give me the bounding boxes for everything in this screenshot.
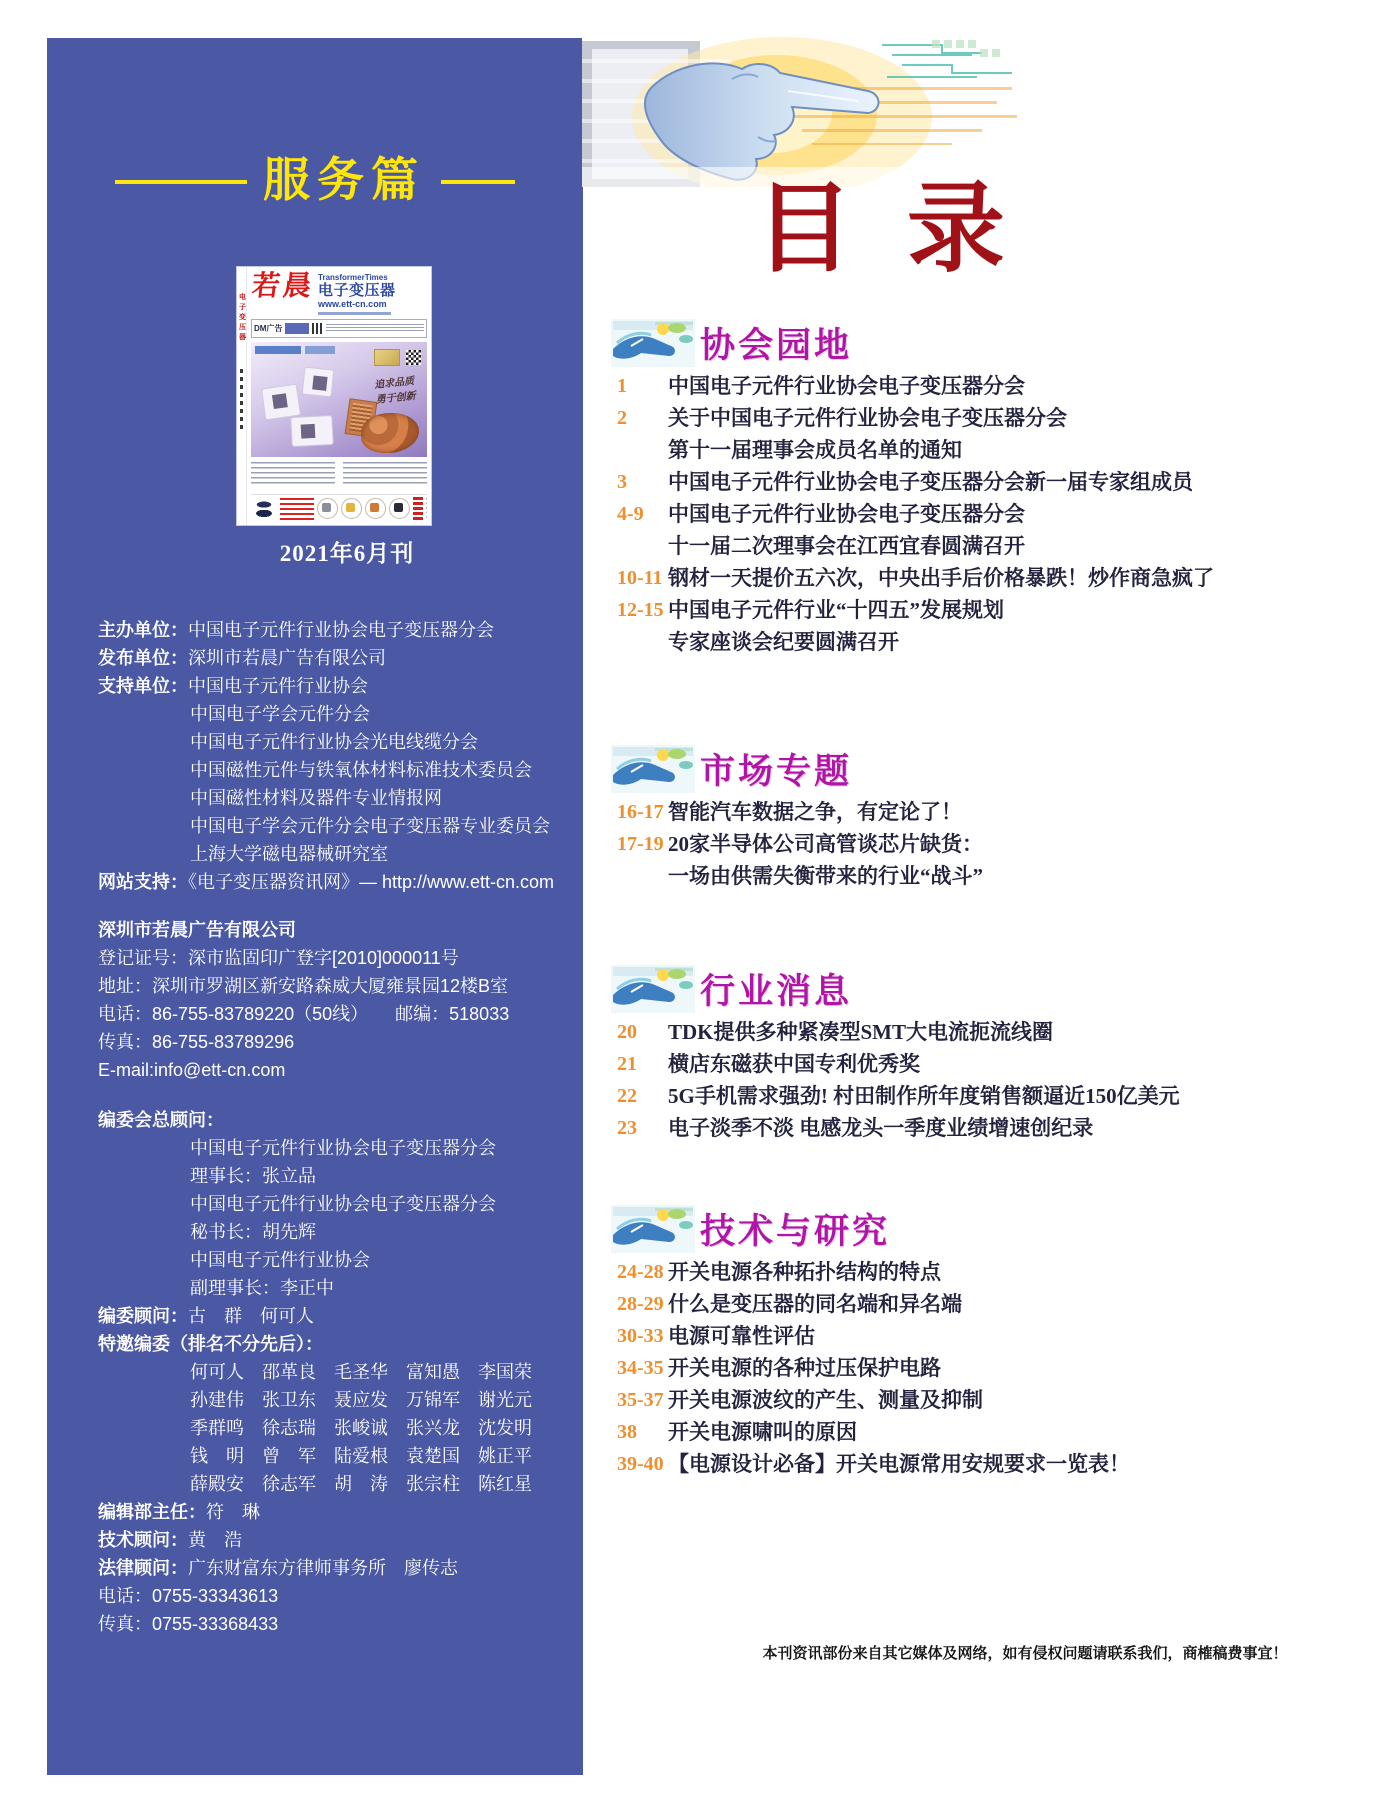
toc-entry-title: 【电源设计必备】开关电源常用安规要求一览表！ bbox=[668, 1452, 1130, 1476]
toc-entry-pages: 12-15 bbox=[617, 599, 664, 621]
toc-entry-title: 开关电源波纹的产生、测量及抑制 bbox=[668, 1388, 983, 1412]
section-entries bbox=[582, 370, 1380, 658]
section-header bbox=[610, 318, 1380, 368]
toc-entry-pages bbox=[617, 626, 668, 658]
toc-entry-title: 5G手机需求强劲! 村田制作所年度销售额逼近150亿美元 bbox=[668, 1084, 1180, 1108]
banner-line-right bbox=[441, 180, 515, 184]
toc-entry-pages: 21 bbox=[617, 1053, 637, 1075]
section-header bbox=[610, 964, 1380, 1014]
sidebar-line bbox=[98, 700, 578, 728]
toc-entry-pages: 23 bbox=[617, 1117, 637, 1139]
toc-entry-row bbox=[582, 1048, 1380, 1080]
sidebar-text: 黄 浩 bbox=[188, 1530, 242, 1550]
toc-entry-title: 开关电源各种拓扑结构的特点 bbox=[668, 1260, 941, 1284]
toc-entry-row bbox=[582, 1384, 1380, 1416]
toc-entry-row bbox=[582, 594, 1380, 626]
sidebar-text: E-mail:info@ett-cn.com bbox=[98, 1060, 286, 1080]
sidebar-text: 登记证号：深市监固印广登字[2010]000011号 bbox=[98, 948, 459, 968]
toc-entry-title: 第十一届理事会成员名单的通知 bbox=[668, 438, 962, 462]
toc-entry-title: 中国电子元件行业“十四五”发展规划 bbox=[668, 598, 1004, 622]
sidebar-text: 副理事长：李正中 bbox=[190, 1278, 334, 1298]
cover-product-circle-4 bbox=[389, 498, 410, 519]
toc-entry-row bbox=[582, 1256, 1380, 1288]
cover-slogan-line2: 勇于创新 bbox=[375, 390, 417, 406]
sidebar-line bbox=[98, 1554, 578, 1582]
sidebar-text: 中国磁性元件与铁氧体材料标准技术委员会 bbox=[190, 760, 532, 780]
section-entries bbox=[582, 1256, 1380, 1480]
toc-entry-pages: 4-9 bbox=[617, 503, 644, 525]
sidebar-line bbox=[98, 944, 578, 972]
toc-entry-title: 中国电子元件行业协会电子变压器分会 bbox=[668, 374, 1025, 398]
sidebar-text: 《电子变压器资讯网》— http://www.ett-cn.com bbox=[188, 872, 555, 892]
cover-product-image bbox=[251, 342, 427, 457]
section-header-icon bbox=[610, 319, 696, 367]
cover-brand-cn: 若晨 bbox=[250, 271, 316, 302]
section-header bbox=[610, 744, 1380, 794]
toc-entry-row bbox=[582, 530, 1380, 562]
toc-entry-title: 十一届二次理事会在江西宜春圆满召开 bbox=[668, 534, 1025, 558]
toc-entry-row bbox=[582, 1416, 1380, 1448]
cover-copper-coils bbox=[361, 413, 419, 453]
toc-entry-title: 钢材一天提价五六次，中央出手后价格暴跌！炒作商急疯了 bbox=[668, 566, 1214, 590]
sidebar-line bbox=[98, 840, 578, 868]
cover-footer-strip bbox=[251, 494, 427, 521]
cover-tagline-bar bbox=[318, 312, 391, 315]
toc-entry-pages: 3 bbox=[617, 471, 627, 493]
toc-entry-row bbox=[582, 498, 1380, 530]
sidebar-text: 电话：86-755-83789220（50线） 邮编：518033 bbox=[98, 1004, 510, 1024]
sidebar-line bbox=[98, 728, 578, 756]
sidebar-line bbox=[98, 1000, 578, 1028]
sidebar-text: 孙建伟 张卫东 聂应发 万锦军 谢光元 bbox=[190, 1390, 532, 1410]
cover-info-col-2 bbox=[343, 460, 427, 492]
toc-entry-pages: 28-29 bbox=[617, 1293, 664, 1315]
sidebar-text: 电话：0755-33343613 bbox=[98, 1586, 279, 1606]
sidebar-text: 中国电子元件行业协会光电线缆分会 bbox=[190, 732, 478, 752]
cover-slogan-line1: 追求品质 bbox=[373, 375, 415, 391]
toc-entry-pages: 38 bbox=[617, 1421, 637, 1443]
sidebar-text: 中国电子学会元件分会电子变压器专业委员会 bbox=[190, 816, 550, 836]
sidebar-text: 中国电子元件行业协会电子变压器分会 bbox=[188, 620, 494, 640]
toc-section-1 bbox=[582, 318, 1380, 658]
sidebar-text: 中国电子元件行业协会电子变压器分会 bbox=[190, 1194, 496, 1214]
toc-entry-title: 20家半导体公司高管谈芯片缺货： bbox=[668, 832, 983, 856]
section-entries bbox=[582, 796, 1380, 892]
toc-entry-row bbox=[582, 562, 1380, 594]
toc-entry-row bbox=[582, 1080, 1380, 1112]
cover-product-circle-2 bbox=[341, 498, 362, 519]
toc-entry-title: 开关电源的各种过压保护电路 bbox=[668, 1356, 941, 1380]
toc-entry-pages: 39-40 bbox=[617, 1453, 664, 1475]
cover-ad-qr-icon bbox=[312, 323, 323, 334]
toc-entry-pages: 20 bbox=[617, 1021, 637, 1043]
sidebar-line bbox=[98, 868, 578, 896]
sidebar-label: 特邀编委（排名不分先后）： bbox=[98, 1334, 323, 1354]
section-header-icon bbox=[610, 1205, 696, 1253]
sidebar-line bbox=[98, 756, 578, 784]
sidebar-label: 支持单位： bbox=[98, 676, 188, 696]
service-section-panel bbox=[47, 38, 583, 1775]
sidebar-line bbox=[98, 1218, 578, 1246]
cover-main bbox=[247, 267, 431, 525]
toc-entry-pages: 35-37 bbox=[617, 1389, 664, 1411]
sidebar-text: 深圳市若晨广告有限公司 bbox=[188, 648, 386, 668]
toc-entry-row bbox=[582, 1016, 1380, 1048]
sidebar-line bbox=[98, 1274, 578, 1302]
sidebar-text: 中国磁性材料及器件专业情报网 bbox=[190, 788, 442, 808]
toc-entry-pages: 1 bbox=[617, 375, 627, 397]
cover-brand-column bbox=[318, 273, 396, 315]
sidebar-label: 网站支持： bbox=[98, 872, 188, 892]
sidebar-label: 技术顾问： bbox=[98, 1530, 188, 1550]
toc-section-2 bbox=[582, 744, 1380, 892]
toc-section-3 bbox=[582, 964, 1380, 1144]
sidebar-label: 编委会总顾问： bbox=[98, 1110, 224, 1130]
sidebar-line bbox=[98, 972, 578, 1000]
section-header bbox=[610, 1204, 1380, 1254]
sidebar-text: 地址：深圳市罗湖区新安路森威大厦雍景园12楼B室 bbox=[98, 976, 509, 996]
toc-entry-title: 智能汽车数据之争，有定论了！ bbox=[668, 800, 962, 824]
section-header-icon bbox=[610, 745, 696, 793]
toc-entry-row bbox=[582, 370, 1380, 402]
company-info-block bbox=[98, 916, 578, 1084]
cover-logo-block bbox=[255, 346, 301, 354]
cover-spine bbox=[237, 267, 247, 525]
sidebar-text: 何可人 邵革良 毛圣华 富知愚 李国荣 bbox=[190, 1362, 532, 1382]
toc-entry-row bbox=[582, 626, 1380, 658]
section-title: 行业消息 bbox=[700, 972, 853, 1011]
sidebar-line bbox=[98, 1162, 578, 1190]
cover-info-col-1 bbox=[251, 460, 335, 492]
toc-entry-title: 横店东磁获中国专利优秀奖 bbox=[668, 1052, 920, 1076]
toc-entry-row bbox=[582, 1320, 1380, 1352]
sidebar-text: 钱 明 曾 军 陆爱根 袁楚国 姚正平 bbox=[190, 1446, 532, 1466]
toc-entry-pages: 30-33 bbox=[617, 1325, 664, 1347]
cover-brand-en: TransformerTimes bbox=[318, 273, 388, 282]
cover-logo-block-2 bbox=[305, 346, 335, 354]
sidebar-line bbox=[98, 1414, 578, 1442]
cover-bobbin-3 bbox=[290, 415, 334, 447]
sidebar-line bbox=[98, 1442, 578, 1470]
service-banner bbox=[47, 155, 583, 207]
toc-entry-title: 中国电子元件行业协会电子变压器分会 bbox=[668, 502, 1025, 526]
toc-entry-pages: 17-19 bbox=[617, 833, 664, 855]
toc-sections bbox=[582, 318, 1380, 1480]
sidebar-line bbox=[98, 1134, 578, 1162]
toc-entry-pages: 24-28 bbox=[617, 1261, 664, 1283]
sidebar-line bbox=[98, 1610, 578, 1638]
section-title: 协会园地 bbox=[700, 326, 853, 365]
toc-entry-title: TDK提供多种紧凑型SMT大电流扼流线圈 bbox=[668, 1020, 1054, 1044]
toc-page-title: 目录 bbox=[755, 176, 1059, 284]
toc-entry-row bbox=[582, 828, 1380, 860]
cover-product-circle-3 bbox=[365, 498, 386, 519]
toc-entry-row bbox=[582, 1448, 1380, 1480]
cover-red-column bbox=[413, 497, 423, 521]
sidebar-line bbox=[98, 1330, 578, 1358]
section-header-icon bbox=[610, 965, 696, 1013]
cover-gold-card bbox=[375, 350, 399, 365]
toc-entry-title: 开关电源啸叫的原因 bbox=[668, 1420, 857, 1444]
cover-core-photo bbox=[251, 498, 277, 520]
sidebar-line bbox=[98, 672, 578, 700]
sidebar-line bbox=[98, 1056, 578, 1084]
sidebar-text: 广东财富东方律师事务所 廖传志 bbox=[188, 1558, 458, 1578]
toc-entry-pages bbox=[617, 530, 668, 562]
sidebar-text: 中国电子学会元件分会 bbox=[190, 704, 370, 724]
toc-entry-row bbox=[582, 434, 1380, 466]
toc-entry-row bbox=[582, 1352, 1380, 1384]
sidebar-text: 古 群 何可人 bbox=[188, 1306, 314, 1326]
sidebar-line bbox=[98, 1582, 578, 1610]
cover-info-columns bbox=[251, 460, 427, 492]
banner-line-left bbox=[115, 180, 247, 184]
toc-entry-title: 电源可靠性评估 bbox=[668, 1324, 815, 1348]
sidebar-label: 法律顾问： bbox=[98, 1558, 188, 1578]
sidebar-text: 理事长：张立品 bbox=[190, 1166, 316, 1186]
cover-bobbin-2 bbox=[302, 366, 335, 397]
footer-note: 本刊资讯部份来自其它媒体及网络，如有侵权问题请联系我们，商榷稿费事宜！ bbox=[762, 1646, 1288, 1662]
sidebar-line bbox=[98, 1470, 578, 1498]
toc-entry-row bbox=[582, 402, 1380, 434]
cover-gray-text-lines bbox=[426, 498, 427, 520]
issue-caption: 2021年6月刊 bbox=[279, 541, 415, 566]
cover-product-circle-1 bbox=[317, 498, 338, 519]
cover-slogan bbox=[374, 374, 417, 408]
sidebar-label: 发布单位： bbox=[98, 648, 188, 668]
sidebar-line bbox=[98, 1190, 578, 1218]
cover-title-cn: 电子变压器 bbox=[318, 282, 396, 300]
toc-entry-row bbox=[582, 1288, 1380, 1320]
toc-entry-pages: 16-17 bbox=[617, 801, 664, 823]
toc-entry-title: 专家座谈会纪要圆满召开 bbox=[668, 630, 899, 654]
toc-entry-pages: 10-11 bbox=[617, 567, 663, 589]
cover-ad-text-bars bbox=[326, 324, 424, 333]
sidebar-text: 薛殿安 徐志军 胡 涛 张宗柱 陈红星 bbox=[190, 1474, 532, 1494]
sidebar-line bbox=[98, 616, 578, 644]
toc-entry-title: 关于中国电子元件行业协会电子变压器分会 bbox=[668, 406, 1067, 430]
section-title: 技术与研究 bbox=[700, 1212, 891, 1251]
toc-entry-title: 什么是变压器的同名端和异名端 bbox=[668, 1292, 962, 1316]
cover-ad-bar bbox=[251, 319, 427, 338]
toc-entry-pages bbox=[617, 434, 668, 466]
toc-entry-pages: 34-35 bbox=[617, 1357, 664, 1379]
toc-entry-title: 电子淡季不淡 电感龙头一季度业绩增速创纪录 bbox=[668, 1116, 1094, 1140]
cover-red-text-lines bbox=[280, 498, 314, 520]
toc-entry-row bbox=[582, 796, 1380, 828]
cover-ad-label: DM广告 bbox=[254, 323, 283, 333]
header-banner-image bbox=[582, 35, 1076, 187]
committee-info-block bbox=[98, 1106, 578, 1638]
cover-spine-text: 电子变压器 bbox=[238, 293, 246, 343]
section-title: 市场专题 bbox=[700, 752, 853, 791]
sidebar-line bbox=[98, 1302, 578, 1330]
cover-qr-icon bbox=[406, 350, 421, 365]
publisher-info-block bbox=[98, 616, 578, 896]
sidebar-line bbox=[98, 1526, 578, 1554]
section-entries bbox=[582, 1016, 1380, 1144]
toc-entry-pages bbox=[617, 860, 668, 892]
sidebar-line bbox=[98, 1246, 578, 1274]
toc-entry-row bbox=[582, 860, 1380, 892]
sidebar-text: 上海大学磁电器械研究室 bbox=[190, 844, 388, 864]
magazine-cover bbox=[237, 267, 431, 525]
toc-entry-pages: 22 bbox=[617, 1085, 637, 1107]
service-banner-title: 服务篇 bbox=[263, 155, 425, 207]
sidebar-text: 符 琳 bbox=[206, 1502, 260, 1522]
sidebar-text: 传真：86-755-83789296 bbox=[98, 1032, 295, 1052]
sidebar-label: 编委顾问： bbox=[98, 1306, 188, 1326]
sidebar-line bbox=[98, 1358, 578, 1386]
sidebar-text: 中国电子元件行业协会电子变压器分会 bbox=[190, 1138, 496, 1158]
cover-spine-bars bbox=[240, 369, 243, 429]
sidebar-text: 季群鸣 徐志瑞 张峻诚 张兴龙 沈发明 bbox=[190, 1418, 532, 1438]
toc-entry-title: 中国电子元件行业协会电子变压器分会新一届专家组成员 bbox=[668, 470, 1193, 494]
sidebar-line bbox=[98, 1386, 578, 1414]
cover-ad-chip bbox=[285, 323, 309, 334]
sidebar-text: 秘书长：胡先辉 bbox=[190, 1222, 316, 1242]
cover-website: www.ett-cn.com bbox=[318, 299, 387, 310]
sidebar-line bbox=[98, 644, 578, 672]
sidebar-label: 深圳市若晨广告有限公司 bbox=[98, 920, 296, 940]
sidebar-line bbox=[98, 812, 578, 840]
sidebar-line bbox=[98, 1106, 578, 1134]
sidebar-line bbox=[98, 784, 578, 812]
toc-entry-title: 一场由供需失衡带来的行业“战斗” bbox=[668, 864, 983, 888]
sidebar-text: 中国电子元件行业协会 bbox=[188, 676, 368, 696]
toc-entry-pages: 2 bbox=[617, 407, 627, 429]
sidebar-text: 中国电子元件行业协会 bbox=[190, 1250, 370, 1270]
toc-entry-row bbox=[582, 1112, 1380, 1144]
toc-entry-row bbox=[582, 466, 1380, 498]
sidebar-line bbox=[98, 916, 578, 944]
cover-masthead bbox=[247, 267, 431, 317]
sidebar-label: 编辑部主任： bbox=[98, 1502, 206, 1522]
cover-bobbin-1 bbox=[261, 383, 301, 420]
sidebar-label: 主办单位： bbox=[98, 620, 188, 640]
sidebar-line bbox=[98, 1498, 578, 1526]
sidebar-text: 传真：0755-33368433 bbox=[98, 1614, 279, 1634]
sidebar-line bbox=[98, 1028, 578, 1056]
toc-section-4 bbox=[582, 1204, 1380, 1480]
